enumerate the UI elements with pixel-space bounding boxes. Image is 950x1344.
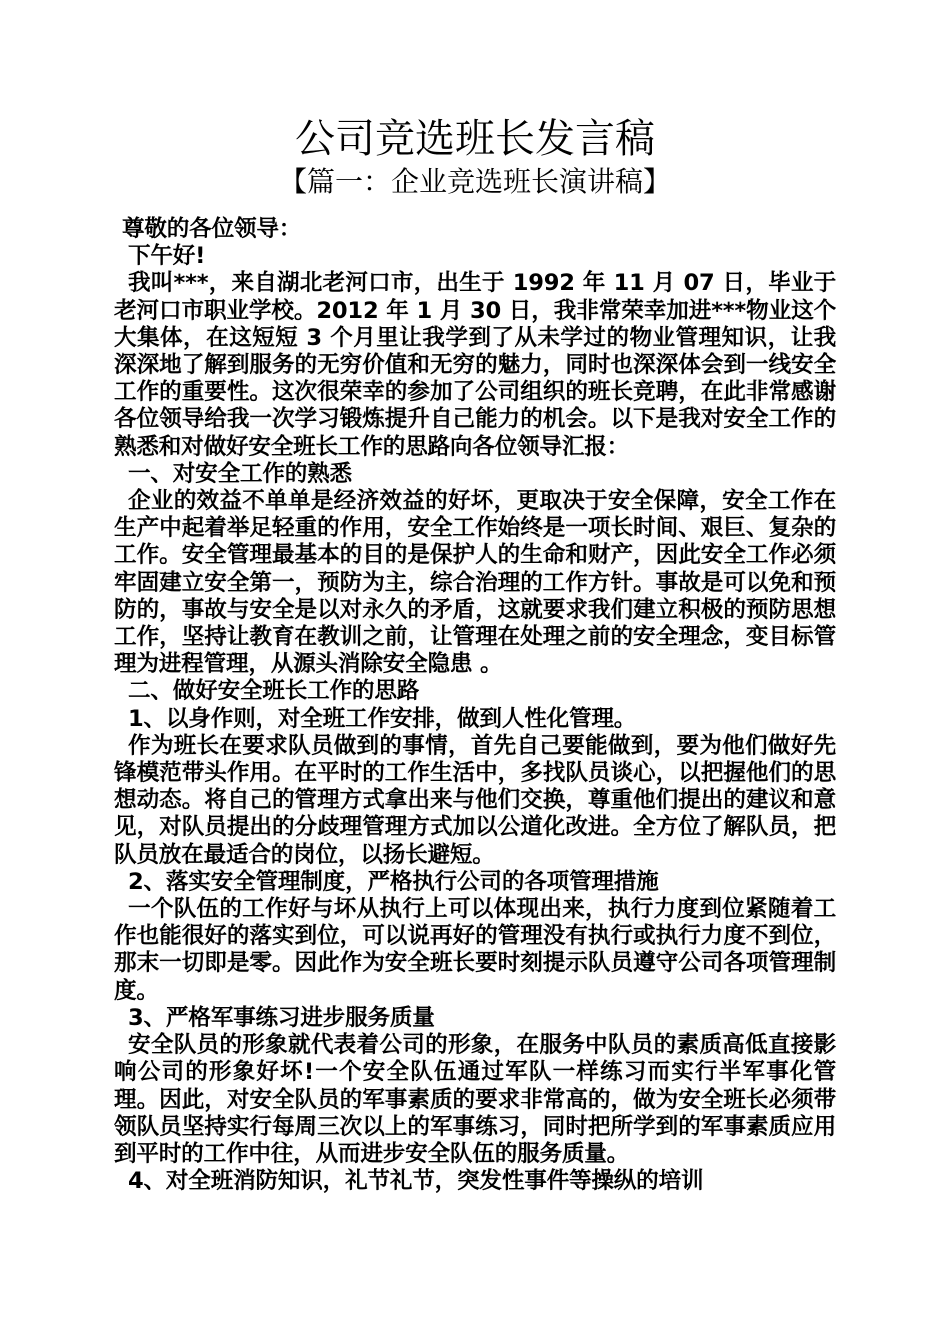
document-body — [114, 216, 836, 1195]
section-heading-1: 一、对安全工作的熟悉 — [128, 460, 352, 487]
subheading-2: 2、落实安全管理制度，严格执行公司的各项管理措施 — [128, 868, 659, 895]
salutation: 尊敬的各位领导： — [122, 216, 302, 242]
paragraph-subsection-3: 安全队员的形象就代表着公司的形象，在服务中队员的素质高低直接影响公司的形象好坏!一个安全队伍通过军队一样练习而实行半军事化管理。因此，对安全队员的军事素质的要求非常高的，做为安全班长必须带领队员坚持实行每周三次以上的军事练习，同时把所学到的军事素质应用到平时的工作中往，从而进步安全队伍的服务质量。 — [114, 1032, 836, 1167]
subheading-3: 3、严格军事练习进步服务质量 — [128, 1004, 435, 1031]
paragraph-section-1: 企业的效益不单单是经济效益的好坏，更取决于安全保障，安全工作在生产中起着举足轻重的作用，安全工作始终是一项长时间、艰巨、复杂的工作。安全管理最基本的目的是保护人的生命和财产，因此安全工作必须牢固建立安全第一，预防为主，综合治理的工作方针。事故是可以免和预防的，事故与安全是以对永久的矛盾，这就要求我们建立积极的预防思想工作，坚持让教育在教训之前，让管理在处理之前的安全理念，变目标管理为进程管理，从源头消除安全隐患 。 — [114, 488, 836, 678]
paragraph-subsection-1: 作为班长在要求队员做到的事情，首先自己要能做到，要为他们做好先锋模范带头作用。在平时的工作生活中，多找队员谈心，以把握他们的思想动态。将自己的管理方式拿出来与他们交换，尊重他们提出的建议和意见，对队员提出的分歧理管理方式加以公道化改进。全方位了解队员，把队员放在最适合的岗位，以扬长避短。 — [114, 732, 836, 868]
paragraph-introduction: 我叫***，来自湖北老河口市，出生于 1992 年 11 月 07 日，毕业于老河口市职业学校。2012 年 1 月 30 日，我非常荣幸加进***物业这个大集体，在这短短 3 个月里让我学到了从未学过的物业管理知识，让我深深地了解到服务的无穷价值和无穷的魅力，同时也深深体会到一线安全工作的重要性。这次很荣幸的参加了公司组织的班长竞聘，在此非常感谢各位领导给我一次学习锻炼提升自己能力的机会。以下是我对安全工作的熟悉和对做好安全班长工作的思路向各位领导汇报： — [114, 270, 836, 460]
greeting: 下午好! — [128, 243, 206, 270]
subheading-1: 1、以身作则，对全班工作安排，做到人性化管理。 — [128, 705, 637, 732]
section-heading-2: 二、做好安全班长工作的思路 — [128, 678, 420, 705]
paragraph-subsection-2: 一个队伍的工作好与坏从执行上可以体现出来，执行力度到位紧随着工作也能很好的落实到位，可以说再好的管理没有执行或执行力度不到位，那末一切即是零。因此作为安全班长要时刻提示队员遵守公司各项管理制度。 — [114, 896, 836, 1004]
document-subtitle: 【篇一：企业竞选班长演讲稿】 — [278, 165, 671, 198]
subheading-4: 4、对全班消防知识，礼节礼节，突发性事件等操纵的培训 — [128, 1168, 704, 1195]
document-title: 公司竞选班长发言稿 — [295, 116, 655, 162]
